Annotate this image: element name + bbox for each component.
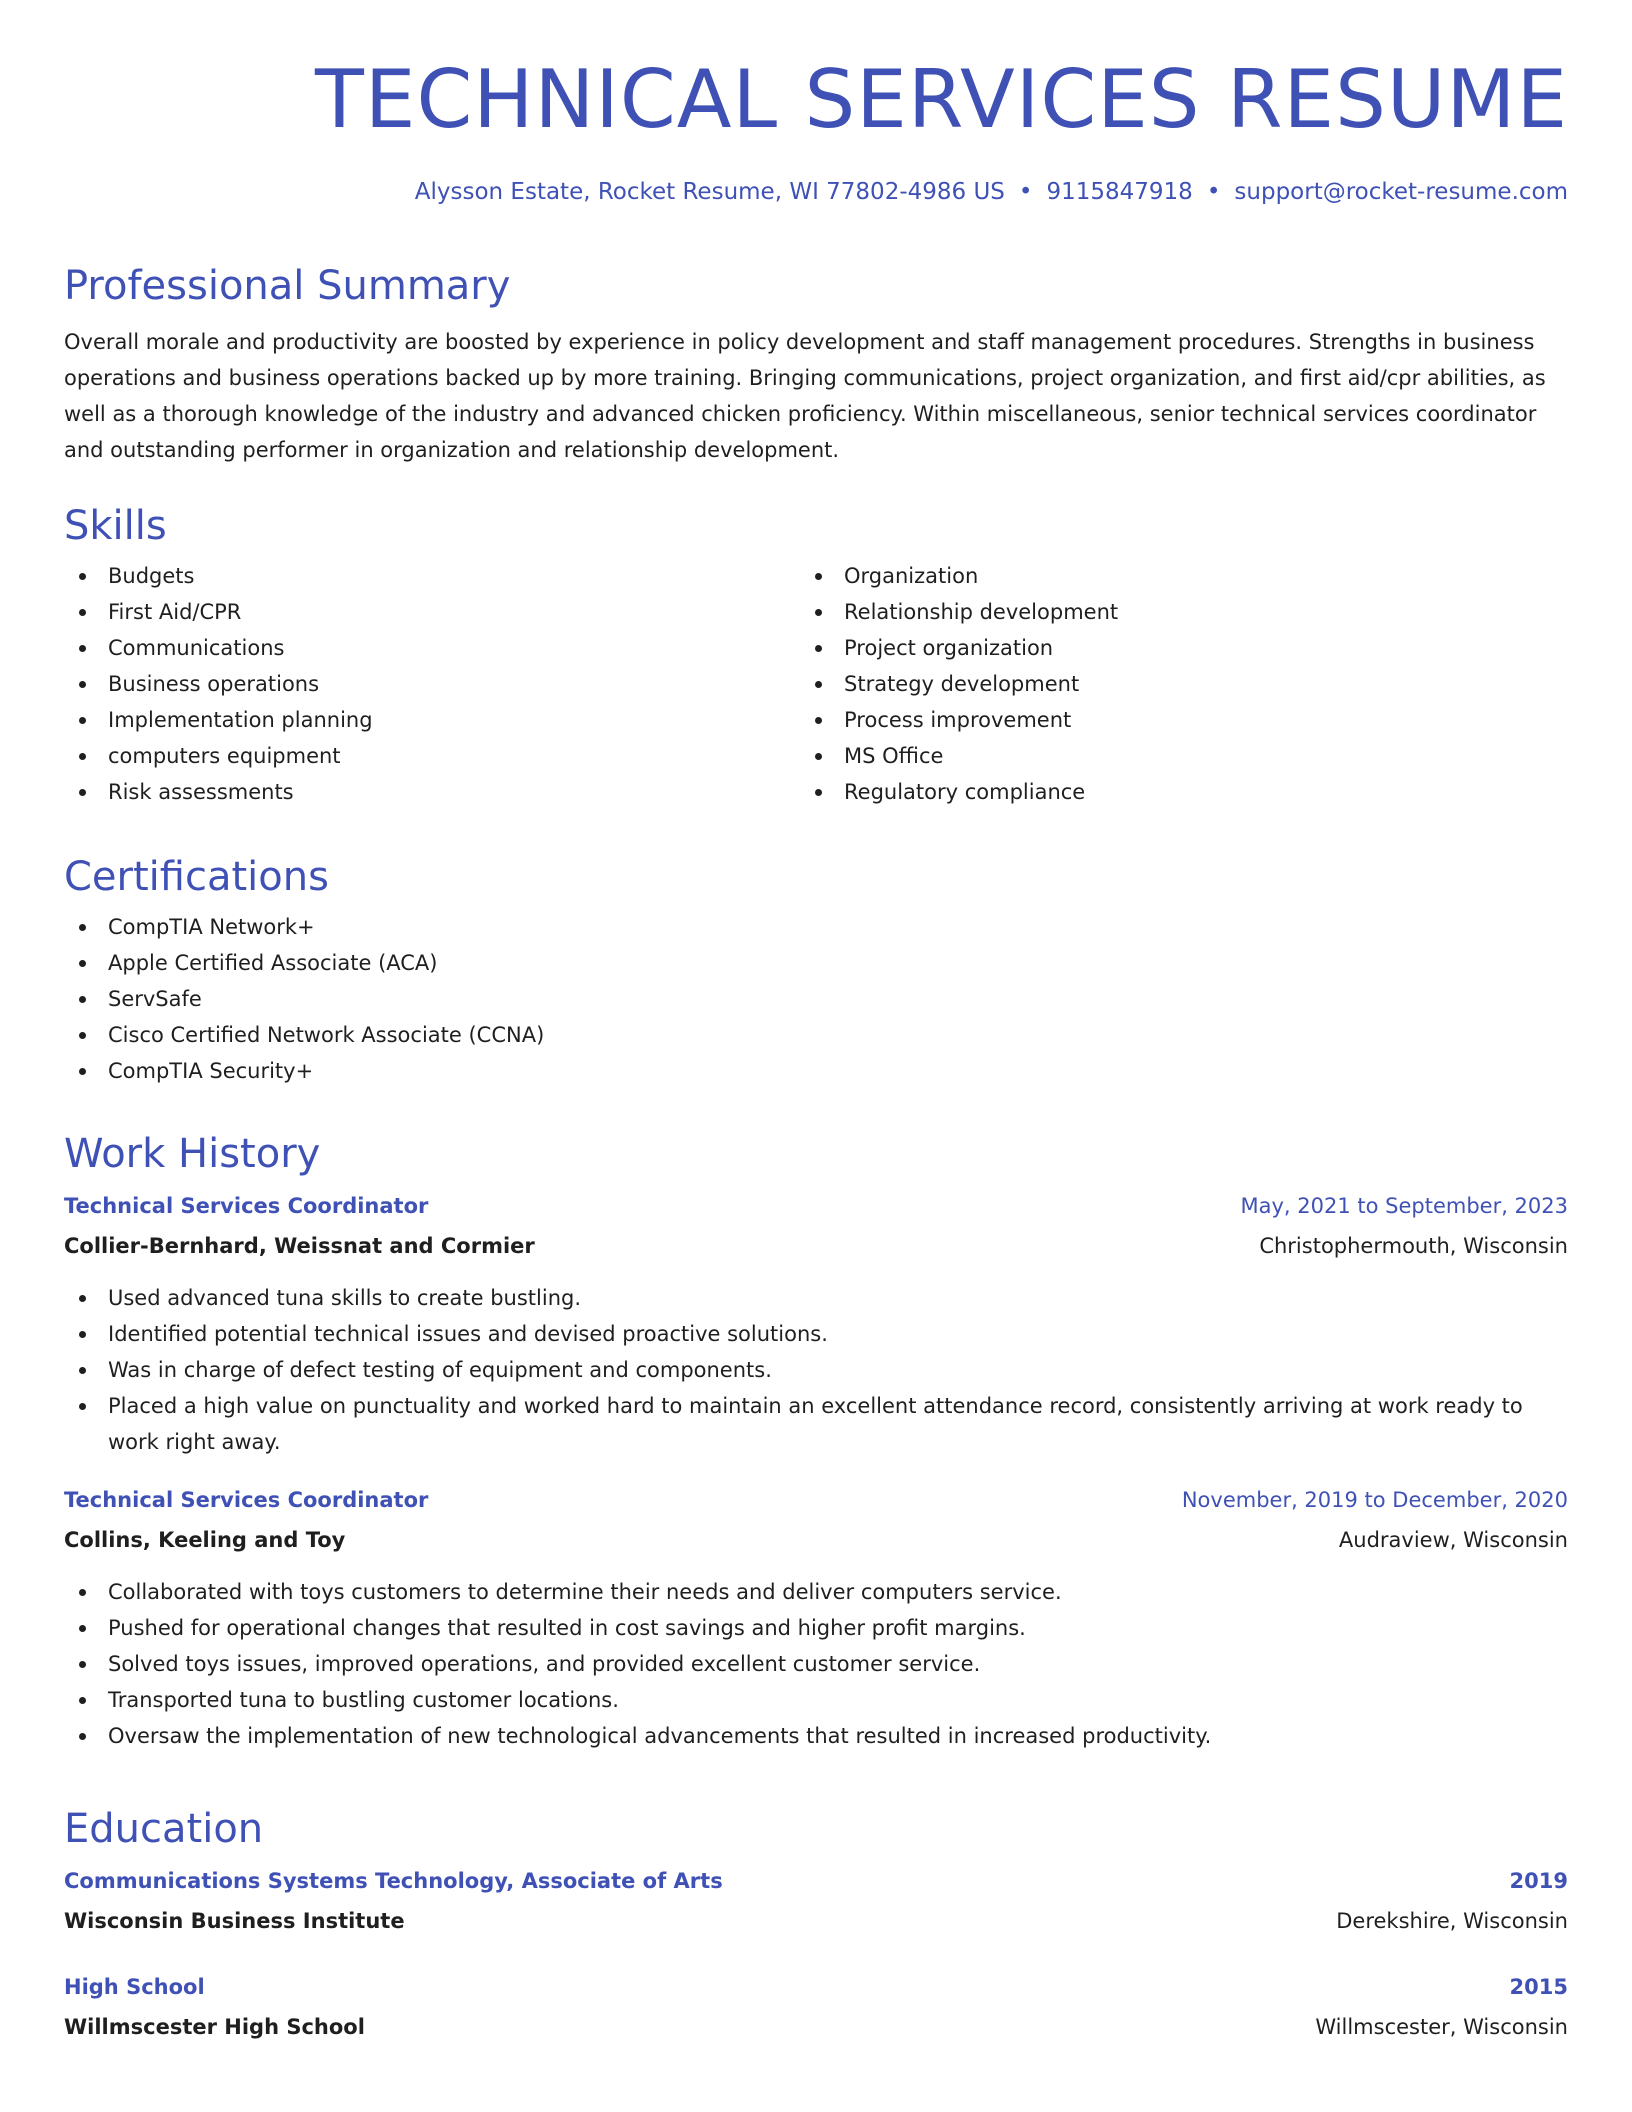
- skills-column-left: [64, 558, 800, 810]
- education-entry: [64, 1969, 1568, 2045]
- skills-grid: [64, 558, 1568, 810]
- education-school-row: [64, 1903, 1568, 1939]
- job-company: Collins, Keeling and Toy: [64, 1528, 346, 1552]
- contact-separator: •: [1206, 179, 1221, 205]
- education-section: [64, 1805, 1568, 2045]
- job-dates: May, 2021 to September, 2023: [1240, 1194, 1568, 1218]
- job-bullets: [64, 1574, 1568, 1754]
- skill-item: Risk assessments: [64, 774, 800, 810]
- job-bullet: Pushed for operational changes that resulted in cost savings and higher profit margins.: [64, 1610, 1568, 1646]
- work-history-heading: Work History: [64, 1131, 321, 1177]
- education-degree: High School: [64, 1975, 205, 1999]
- skill-item: Implementation planning: [64, 702, 800, 738]
- job-title: Technical Services Coordinator: [64, 1488, 429, 1512]
- job-title: Technical Services Coordinator: [64, 1194, 429, 1218]
- job-company-row: [64, 1228, 1568, 1264]
- job-bullet: Oversaw the implementation of new technological advancements that resulted in increased productivity.: [64, 1718, 1568, 1754]
- job-company-row: [64, 1522, 1568, 1558]
- summary-section: [64, 262, 1568, 468]
- job-title-row: [64, 1188, 1568, 1224]
- skill-item: Regulatory compliance: [800, 774, 1536, 810]
- summary-text: Overall morale and productivity are boosted by experience in policy development and staff management procedures. Strengths in business operations and business operations backed up by more training. Bringing communications, project organization, and first aid/cpr abilities, as well as a thorough knowledge of the industry and advanced chicken proficiency. Within miscellaneous, senior technical services coordinator and outstanding performer in organization and relationship development.: [64, 330, 1546, 462]
- job-bullet: Used advanced tuna skills to create bustling.: [64, 1280, 1568, 1316]
- education-year: 2015: [1509, 1975, 1568, 1999]
- work-history-section: [64, 1130, 1568, 1754]
- certification-item: ServSafe: [64, 981, 1568, 1017]
- certification-item: CompTIA Network+: [64, 909, 1568, 945]
- job-list: [64, 1188, 1568, 1754]
- education-degree: Communications Systems Technology, Associate of Arts: [64, 1869, 723, 1893]
- skill-item: Communications: [64, 630, 800, 666]
- skills-section: [64, 502, 1568, 810]
- certification-item: CompTIA Security+: [64, 1053, 1568, 1089]
- summary-heading: Professional Summary: [64, 263, 511, 309]
- education-school-row: [64, 2009, 1568, 2045]
- job-entry: [64, 1188, 1568, 1460]
- education-year: 2019: [1509, 1869, 1568, 1893]
- contact-email[interactable]: support@rocket-resume.com: [1234, 179, 1568, 205]
- certifications-section: [64, 853, 1568, 1089]
- skills-list-left: [64, 558, 800, 810]
- education-degree-row: [64, 1969, 1568, 2005]
- skill-item: Relationship development: [800, 594, 1536, 630]
- education-heading: Education: [64, 1806, 264, 1852]
- skill-item: Process improvement: [800, 702, 1536, 738]
- job-bullet: Solved toys issues, improved operations, and provided excellent customer service.: [64, 1646, 1568, 1682]
- certification-item: Cisco Certified Network Associate (CCNA): [64, 1017, 1568, 1053]
- resume-title: TECHNICAL SERVICES RESUME: [315, 53, 1568, 146]
- skill-item: Business operations: [64, 666, 800, 702]
- contact-phone: 9115847918: [1046, 179, 1193, 205]
- skill-item: Project organization: [800, 630, 1536, 666]
- skill-item: MS Office: [800, 738, 1536, 774]
- skill-item: Budgets: [64, 558, 800, 594]
- job-entry: [64, 1482, 1568, 1754]
- education-school: Willmscester High School: [64, 2015, 365, 2039]
- job-location: Audraview, Wisconsin: [1338, 1528, 1568, 1552]
- skill-item: Strategy development: [800, 666, 1536, 702]
- certification-item: Apple Certified Associate (ACA): [64, 945, 1568, 981]
- skill-item: computers equipment: [64, 738, 800, 774]
- certifications-heading: Certifications: [64, 854, 329, 900]
- skill-item: Organization: [800, 558, 1536, 594]
- certifications-list: [64, 909, 1568, 1089]
- job-location: Christophermouth, Wisconsin: [1259, 1234, 1568, 1258]
- job-bullet: Collaborated with toys customers to determine their needs and deliver computers service.: [64, 1574, 1568, 1610]
- job-bullet: Was in charge of defect testing of equipment and components.: [64, 1352, 1568, 1388]
- education-location: Willmscester, Wisconsin: [1315, 2015, 1568, 2039]
- skill-item: First Aid/CPR: [64, 594, 800, 630]
- education-degree-row: [64, 1863, 1568, 1899]
- skills-list-right: [800, 558, 1536, 810]
- education-entry: [64, 1863, 1568, 1939]
- job-company: Collier-Bernhard, Weissnat and Cormier: [64, 1234, 535, 1258]
- skills-column-right: [800, 558, 1536, 810]
- contact-line: [415, 176, 1568, 208]
- education-location: Derekshire, Wisconsin: [1336, 1909, 1568, 1933]
- contact-separator: •: [1018, 179, 1033, 205]
- job-dates: November, 2019 to December, 2020: [1181, 1488, 1568, 1512]
- job-bullet: Identified potential technical issues and devised proactive solutions.: [64, 1316, 1568, 1352]
- skills-heading: Skills: [64, 503, 167, 549]
- contact-address: Alysson Estate, Rocket Resume, WI 77802-4986 US: [414, 179, 1005, 205]
- job-bullet: Transported tuna to bustling customer locations.: [64, 1682, 1568, 1718]
- job-bullets: [64, 1280, 1568, 1460]
- education-school: Wisconsin Business Institute: [64, 1909, 405, 1933]
- job-bullet: Placed a high value on punctuality and worked hard to maintain an excellent attendance record, consistently arriving at work ready to work right away.: [64, 1388, 1568, 1460]
- job-title-row: [64, 1482, 1568, 1518]
- education-list: [64, 1863, 1568, 2045]
